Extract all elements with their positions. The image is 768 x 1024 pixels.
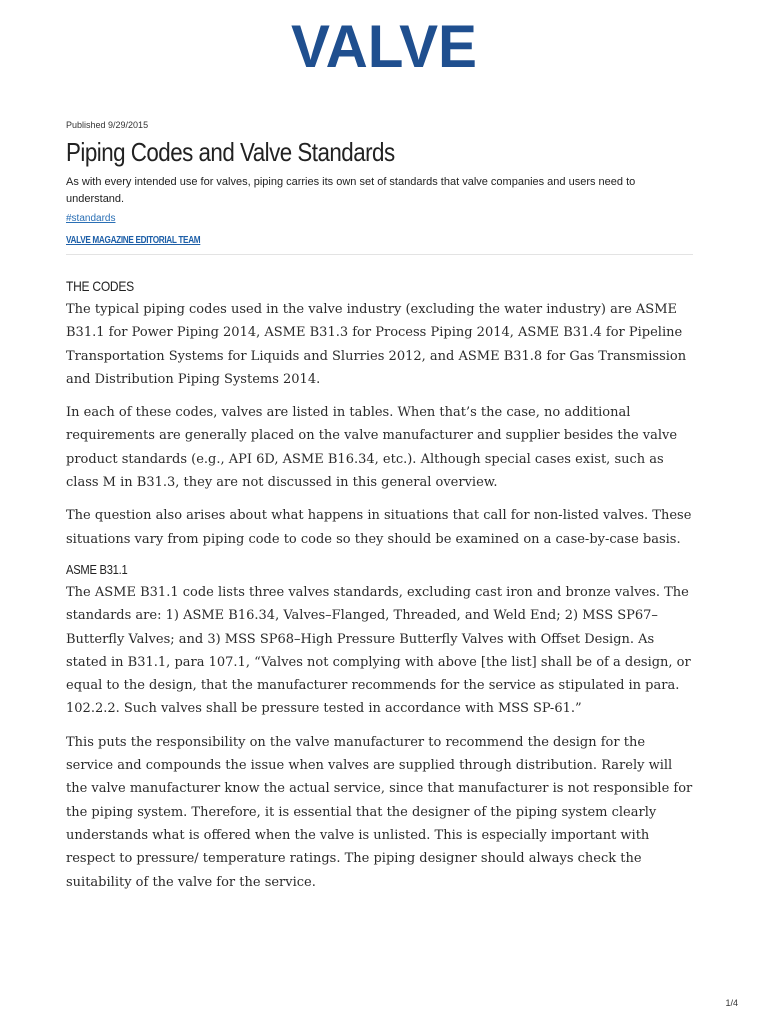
page-number: 1/4 <box>725 998 738 1008</box>
body-paragraph: This puts the responsibility on the valve manufacturer to recommend the design for the service and compounds the issue when valves are supplied through distribution. Rarely will the valve manufacturer know the actual service, since that manufacturer is not responsible for the piping system. Therefore, it is essential that the designer of the piping system clearly understands what is offered when the valve is unlisted. This is especially important with respect to pressure/ temperature ratings. The piping designer should always check the suitability of the valve for the service. <box>66 734 693 890</box>
body-paragraph: In each of these codes, valves are listed in tables. When that’s the case, no additional requirements are generally placed on the valve manufacturer and supplier besides the valve product standards (e.g., API 6D, ASME B16.34, etc.). Although special cases exist, such as class M in B31.3, they are not discussed in this general overview. <box>66 405 678 491</box>
body-paragraph: The question also arises about what happens in situations that call for non-listed valves. These situations vary from piping code to code so they should be examined on a case-by-case basis. <box>66 508 692 547</box>
body-paragraph: The ASME B31.1 code lists three valves standards, excluding cast iron and bronze valves. The standards are: 1) ASME B16.34, Valves–Flanged, Threaded, and Weld End; 2) MSS SP67–Butterfly Valves; and 3) MSS SP68–High Pressure Butterfly Valves with Offset Design. As stated in B31.1, para 107.1, “Valves not complying with above [the list] shall be of a design, or equal to the design, that the manufacturer recommends for the service as stipulated in para. 102.2.2. Such valves shall be pressure tested in accordance with MSS SP-61.” <box>66 584 691 717</box>
divider <box>66 254 693 255</box>
body-paragraph: The typical piping codes used in the valve industry (excluding the water industry) are ASME B31.1 for Power Piping 2014, ASME B31.3 for Process Piping 2014, ASME B31.4 for Pipeline Transportation Systems for Liquids and Slurries 2012, and ASME B31.8 for Gas Transmission and Distribution Piping Systems 2014. <box>66 302 687 387</box>
article <box>66 120 694 894</box>
section-heading-the-codes: THE CODES <box>66 278 134 294</box>
section-heading-asme-b31-1: ASME B31.1 <box>66 561 128 577</box>
published-date: Published 9/29/2015 <box>66 120 149 130</box>
tag-link-standards[interactable]: #standards <box>66 213 116 224</box>
valve-logo-mark <box>289 18 479 72</box>
article-subtitle: As with every intended use for valves, piping carries its own set of standards that valve companies and users need to understand. <box>66 176 636 205</box>
page-title: Piping Codes and Valve Standards <box>66 137 395 167</box>
author-link[interactable]: VALVE MAGAZINE EDITORIAL TEAM <box>66 235 201 246</box>
valve-logo-text: VALVE <box>291 18 477 72</box>
valve-logo <box>0 18 768 82</box>
